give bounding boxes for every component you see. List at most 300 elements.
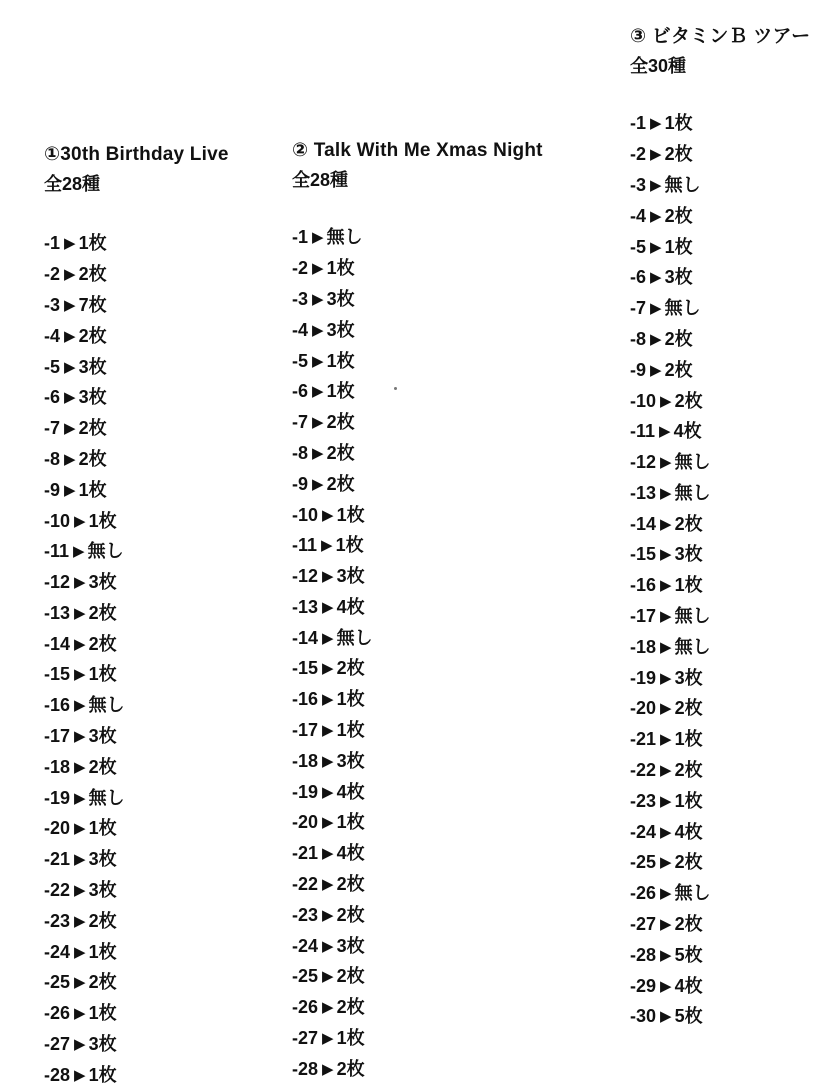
item-quantity: 3枚 <box>88 849 117 870</box>
item-number: -14 <box>292 627 319 648</box>
triangle-right-icon: ▶ <box>74 758 86 776</box>
triangle-right-icon: ▶ <box>650 269 662 287</box>
item-quantity: 1枚 <box>88 664 117 685</box>
list-item <box>630 633 830 664</box>
item-number: -2 <box>630 144 647 165</box>
item-quantity: 無し <box>674 482 711 503</box>
triangle-right-icon: ▶ <box>660 762 672 780</box>
list-item <box>630 571 830 602</box>
triangle-right-icon: ▶ <box>64 296 76 314</box>
list-item <box>630 387 830 418</box>
item-quantity: 2枚 <box>88 602 117 623</box>
triangle-right-icon: ▶ <box>322 1030 334 1048</box>
item-number: -4 <box>630 205 647 226</box>
dust-speck <box>394 387 397 390</box>
list-item <box>292 654 562 685</box>
item-number: -6 <box>292 381 309 402</box>
item-quantity: 2枚 <box>674 852 703 873</box>
list-item <box>630 417 830 448</box>
item-number: -15 <box>44 664 71 685</box>
item-number: -22 <box>44 880 71 901</box>
item-number: -24 <box>292 935 319 956</box>
triangle-right-icon: ▶ <box>660 823 672 841</box>
item-quantity: 2枚 <box>88 972 117 993</box>
item-quantity: 1枚 <box>664 113 693 134</box>
triangle-right-icon: ▶ <box>74 1036 86 1054</box>
item-quantity: 無し <box>674 636 711 657</box>
item-number: -16 <box>630 575 657 596</box>
item-number: -2 <box>292 258 309 279</box>
triangle-right-icon: ▶ <box>650 176 662 194</box>
item-quantity: 2枚 <box>664 328 693 349</box>
item-number: -11 <box>630 421 656 442</box>
triangle-right-icon: ▶ <box>322 568 334 586</box>
item-quantity: 無し <box>336 627 373 648</box>
list-item <box>630 171 830 202</box>
item-quantity: 無し <box>326 227 363 248</box>
item-number: -15 <box>292 658 319 679</box>
triangle-right-icon: ▶ <box>322 968 334 986</box>
triangle-right-icon: ▶ <box>660 885 672 903</box>
item-number: -9 <box>292 473 309 494</box>
list-item <box>44 722 284 753</box>
list-item <box>292 408 562 439</box>
item-number: -25 <box>44 972 71 993</box>
item-quantity: 1枚 <box>674 729 703 750</box>
item-quantity: 4枚 <box>336 843 365 864</box>
item-number: -1 <box>630 113 647 134</box>
item-quantity: 2枚 <box>326 473 355 494</box>
item-quantity: 4枚 <box>673 421 702 442</box>
triangle-right-icon: ▶ <box>322 845 334 863</box>
item-quantity: 1枚 <box>326 381 355 402</box>
item-number: -27 <box>292 1028 319 1049</box>
item-number: -17 <box>292 720 319 741</box>
triangle-right-icon: ▶ <box>322 660 334 678</box>
triangle-right-icon: ▶ <box>660 392 672 410</box>
triangle-right-icon: ▶ <box>74 666 86 684</box>
list-item <box>292 316 562 347</box>
item-number: -19 <box>44 787 71 808</box>
item-quantity: 2枚 <box>78 325 107 346</box>
list-item <box>44 876 284 907</box>
triangle-right-icon: ▶ <box>650 115 662 133</box>
item-number: -10 <box>292 504 319 525</box>
list-item <box>292 778 562 809</box>
triangle-right-icon: ▶ <box>64 327 76 345</box>
item-quantity: 1枚 <box>336 720 365 741</box>
item-number: -21 <box>292 843 319 864</box>
item-quantity: 1枚 <box>664 236 693 257</box>
item-number: -28 <box>44 1064 71 1085</box>
item-quantity: 1枚 <box>326 258 355 279</box>
item-quantity: 無し <box>88 787 125 808</box>
item-quantity: 無し <box>664 174 701 195</box>
list-item <box>44 353 284 384</box>
triangle-right-icon: ▶ <box>74 1066 86 1084</box>
triangle-right-icon: ▶ <box>74 851 86 869</box>
item-quantity: 1枚 <box>674 575 703 596</box>
item-quantity: 1枚 <box>336 812 365 833</box>
item-number: -29 <box>630 975 657 996</box>
triangle-right-icon: ▶ <box>74 820 86 838</box>
list-item <box>44 414 284 445</box>
list-item <box>292 1055 562 1086</box>
item-number: -7 <box>630 298 647 319</box>
triangle-right-icon: ▶ <box>64 358 76 376</box>
list-item <box>630 787 830 818</box>
column-3-subtitle: 全30種 <box>630 56 687 77</box>
item-number: -13 <box>44 602 71 623</box>
triangle-right-icon: ▶ <box>660 454 672 472</box>
triangle-right-icon: ▶ <box>322 814 334 832</box>
item-number: -22 <box>292 874 319 895</box>
item-quantity: 1枚 <box>674 790 703 811</box>
item-number: -4 <box>44 325 61 346</box>
list-item <box>44 784 284 815</box>
item-quantity: 1枚 <box>336 689 365 710</box>
item-quantity: 2枚 <box>674 513 703 534</box>
item-quantity: 無し <box>664 298 701 319</box>
item-number: -18 <box>44 756 71 777</box>
triangle-right-icon: ▶ <box>660 669 672 687</box>
item-number: -18 <box>292 750 319 771</box>
triangle-right-icon: ▶ <box>322 722 334 740</box>
triangle-right-icon: ▶ <box>322 999 334 1017</box>
list-item <box>630 448 830 479</box>
item-number: -21 <box>630 729 657 750</box>
item-quantity: 無し <box>674 606 711 627</box>
triangle-right-icon: ▶ <box>322 906 334 924</box>
item-quantity: 2枚 <box>336 904 365 925</box>
item-quantity: 2枚 <box>78 448 107 469</box>
item-quantity: 無し <box>88 695 125 716</box>
item-quantity: 3枚 <box>88 880 117 901</box>
triangle-right-icon: ▶ <box>659 423 671 441</box>
triangle-right-icon: ▶ <box>312 444 324 462</box>
list-item <box>292 839 562 870</box>
list-item <box>630 510 830 541</box>
item-quantity: 1枚 <box>78 233 107 254</box>
list-item <box>44 507 284 538</box>
item-number: -20 <box>630 698 657 719</box>
item-number: -26 <box>44 1003 71 1024</box>
item-number: -17 <box>44 726 71 747</box>
list-item <box>630 140 830 171</box>
list-item <box>292 808 562 839</box>
list-item <box>292 439 562 470</box>
item-number: -14 <box>630 513 657 534</box>
item-quantity: 3枚 <box>664 267 693 288</box>
item-number: -9 <box>44 479 61 500</box>
item-quantity: 1枚 <box>336 504 365 525</box>
list-item <box>630 664 830 695</box>
triangle-right-icon: ▶ <box>73 543 85 561</box>
list-item <box>44 907 284 938</box>
list-item <box>292 624 562 655</box>
item-number: -21 <box>44 849 71 870</box>
item-quantity: 無し <box>674 883 711 904</box>
triangle-right-icon: ▶ <box>660 700 672 718</box>
item-number: -3 <box>44 294 61 315</box>
item-number: -11 <box>292 535 318 556</box>
list-item <box>630 972 830 1003</box>
triangle-right-icon: ▶ <box>322 783 334 801</box>
item-quantity: 2枚 <box>336 874 365 895</box>
list-item <box>44 938 284 969</box>
triangle-right-icon: ▶ <box>74 789 86 807</box>
item-number: -7 <box>44 418 61 439</box>
item-number: -14 <box>44 633 71 654</box>
item-number: -25 <box>630 852 657 873</box>
list-item <box>292 377 562 408</box>
list-item <box>630 263 830 294</box>
item-quantity: 3枚 <box>326 319 355 340</box>
list-item <box>292 562 562 593</box>
triangle-right-icon: ▶ <box>312 290 324 308</box>
item-quantity: 4枚 <box>674 975 703 996</box>
triangle-right-icon: ▶ <box>64 389 76 407</box>
list-item <box>630 941 830 972</box>
item-quantity: 2枚 <box>78 264 107 285</box>
list-item <box>292 685 562 716</box>
column-1-subtitle: 全28種 <box>44 174 101 195</box>
list-item <box>44 1061 284 1092</box>
item-quantity: 1枚 <box>335 535 364 556</box>
item-number: -19 <box>292 781 319 802</box>
item-quantity: 1枚 <box>88 1003 117 1024</box>
list-item <box>630 109 830 140</box>
item-number: -6 <box>630 267 647 288</box>
item-quantity: 5枚 <box>674 1006 703 1027</box>
item-quantity: 1枚 <box>326 350 355 371</box>
triangle-right-icon: ▶ <box>64 235 76 253</box>
list-item <box>44 691 284 722</box>
triangle-right-icon: ▶ <box>660 854 672 872</box>
item-number: -12 <box>630 452 657 473</box>
item-number: -1 <box>292 227 309 248</box>
triangle-right-icon: ▶ <box>660 946 672 964</box>
triangle-right-icon: ▶ <box>74 943 86 961</box>
triangle-right-icon: ▶ <box>312 414 324 432</box>
item-quantity: 3枚 <box>336 935 365 956</box>
list-item <box>44 537 284 568</box>
list-item <box>630 479 830 510</box>
list-item <box>630 1002 830 1033</box>
list-item <box>44 291 284 322</box>
triangle-right-icon: ▶ <box>74 574 86 592</box>
item-quantity: 3枚 <box>88 572 117 593</box>
list-item <box>630 602 830 633</box>
triangle-right-icon: ▶ <box>650 207 662 225</box>
item-number: -5 <box>292 350 309 371</box>
item-quantity: 4枚 <box>674 821 703 842</box>
item-number: -13 <box>292 596 319 617</box>
item-number: -26 <box>292 997 319 1018</box>
triangle-right-icon: ▶ <box>660 577 672 595</box>
list-item <box>630 325 830 356</box>
list-item <box>630 356 830 387</box>
item-number: -15 <box>630 544 657 565</box>
item-number: -12 <box>44 572 71 593</box>
item-quantity: 3枚 <box>674 667 703 688</box>
item-quantity: 3枚 <box>326 288 355 309</box>
triangle-right-icon: ▶ <box>312 321 324 339</box>
item-number: -17 <box>630 606 657 627</box>
item-number: -20 <box>44 818 71 839</box>
item-quantity: 2枚 <box>88 756 117 777</box>
item-number: -11 <box>44 541 70 562</box>
item-number: -23 <box>292 904 319 925</box>
item-number: -25 <box>292 966 319 987</box>
column-2-items <box>292 223 562 1085</box>
triangle-right-icon: ▶ <box>322 876 334 894</box>
item-quantity: 無し <box>87 541 124 562</box>
list-item <box>630 818 830 849</box>
item-number: -23 <box>44 910 71 931</box>
item-number: -24 <box>44 941 71 962</box>
item-quantity: 2枚 <box>674 698 703 719</box>
item-number: -5 <box>630 236 647 257</box>
item-number: -7 <box>292 412 309 433</box>
item-quantity: 5枚 <box>674 944 703 965</box>
item-quantity: 無し <box>674 452 711 473</box>
item-number: -28 <box>630 944 657 965</box>
item-number: -1 <box>44 233 61 254</box>
triangle-right-icon: ▶ <box>322 937 334 955</box>
item-number: -20 <box>292 812 319 833</box>
item-quantity: 3枚 <box>336 750 365 771</box>
item-quantity: 1枚 <box>88 818 117 839</box>
item-number: -9 <box>630 359 647 380</box>
list-item <box>630 233 830 264</box>
list-item <box>292 285 562 316</box>
triangle-right-icon: ▶ <box>650 146 662 164</box>
list-item <box>292 470 562 501</box>
item-quantity: 2枚 <box>674 914 703 935</box>
item-quantity: 2枚 <box>326 412 355 433</box>
triangle-right-icon: ▶ <box>660 731 672 749</box>
list-item <box>44 260 284 291</box>
item-number: -4 <box>292 319 309 340</box>
triangle-right-icon: ▶ <box>322 1060 334 1078</box>
item-quantity: 2枚 <box>336 997 365 1018</box>
item-quantity: 3枚 <box>78 387 107 408</box>
item-number: -18 <box>630 636 657 657</box>
item-quantity: 1枚 <box>88 941 117 962</box>
item-number: -19 <box>630 667 657 688</box>
triangle-right-icon: ▶ <box>650 238 662 256</box>
list-item <box>44 599 284 630</box>
list-item <box>292 901 562 932</box>
triangle-right-icon: ▶ <box>660 916 672 934</box>
triangle-right-icon: ▶ <box>660 792 672 810</box>
list-column-3 <box>630 22 830 1033</box>
item-quantity: 2枚 <box>664 205 693 226</box>
list-item <box>44 660 284 691</box>
list-item <box>44 814 284 845</box>
item-quantity: 2枚 <box>326 442 355 463</box>
triangle-right-icon: ▶ <box>74 912 86 930</box>
triangle-right-icon: ▶ <box>74 512 86 530</box>
triangle-right-icon: ▶ <box>322 598 334 616</box>
list-item <box>44 383 284 414</box>
list-item <box>630 540 830 571</box>
column-2-title: ② Talk With Me Xmas Night <box>292 140 543 161</box>
column-2-subtitle: 全28種 <box>292 170 349 191</box>
list-item <box>44 445 284 476</box>
list-item <box>630 756 830 787</box>
triangle-right-icon: ▶ <box>74 1005 86 1023</box>
list-item <box>630 294 830 325</box>
item-number: -30 <box>630 1006 657 1027</box>
item-quantity: 3枚 <box>88 1034 117 1055</box>
item-quantity: 2枚 <box>336 966 365 987</box>
triangle-right-icon: ▶ <box>322 691 334 709</box>
triangle-right-icon: ▶ <box>660 638 672 656</box>
item-quantity: 4枚 <box>336 596 365 617</box>
triangle-right-icon: ▶ <box>74 604 86 622</box>
list-item <box>44 476 284 507</box>
item-quantity: 2枚 <box>88 633 117 654</box>
list-item <box>44 968 284 999</box>
item-number: -24 <box>630 821 657 842</box>
item-quantity: 2枚 <box>78 418 107 439</box>
item-number: -8 <box>630 328 647 349</box>
item-quantity: 1枚 <box>336 1028 365 1049</box>
item-quantity: 1枚 <box>88 510 117 531</box>
item-number: -3 <box>630 174 647 195</box>
list-item <box>44 845 284 876</box>
list-column-2 <box>292 136 562 1086</box>
item-quantity: 1枚 <box>88 1064 117 1085</box>
list-item <box>292 531 562 562</box>
triangle-right-icon: ▶ <box>660 515 672 533</box>
triangle-right-icon: ▶ <box>650 330 662 348</box>
triangle-right-icon: ▶ <box>660 608 672 626</box>
column-3-items <box>630 109 830 1033</box>
column-1-items <box>44 229 284 1091</box>
item-quantity: 2枚 <box>336 658 365 679</box>
triangle-right-icon: ▶ <box>321 537 333 555</box>
column-3-title: ③ ビタミンＢ ツアー <box>630 26 811 47</box>
item-number: -8 <box>44 448 61 469</box>
item-number: -22 <box>630 760 657 781</box>
triangle-right-icon: ▶ <box>74 697 86 715</box>
triangle-right-icon: ▶ <box>74 635 86 653</box>
triangle-right-icon: ▶ <box>74 882 86 900</box>
item-quantity: 3枚 <box>78 356 107 377</box>
item-number: -28 <box>292 1058 319 1079</box>
item-number: -16 <box>292 689 319 710</box>
list-item <box>292 962 562 993</box>
item-quantity: 4枚 <box>336 781 365 802</box>
item-number: -13 <box>630 482 657 503</box>
item-number: -10 <box>44 510 71 531</box>
triangle-right-icon: ▶ <box>650 300 662 318</box>
item-number: -5 <box>44 356 61 377</box>
item-number: -6 <box>44 387 61 408</box>
list-item <box>630 910 830 941</box>
item-number: -27 <box>630 914 657 935</box>
item-quantity: 3枚 <box>88 726 117 747</box>
item-number: -26 <box>630 883 657 904</box>
item-quantity: 3枚 <box>674 544 703 565</box>
list-item <box>292 993 562 1024</box>
item-quantity: 3枚 <box>336 566 365 587</box>
triangle-right-icon: ▶ <box>64 266 76 284</box>
triangle-right-icon: ▶ <box>74 974 86 992</box>
